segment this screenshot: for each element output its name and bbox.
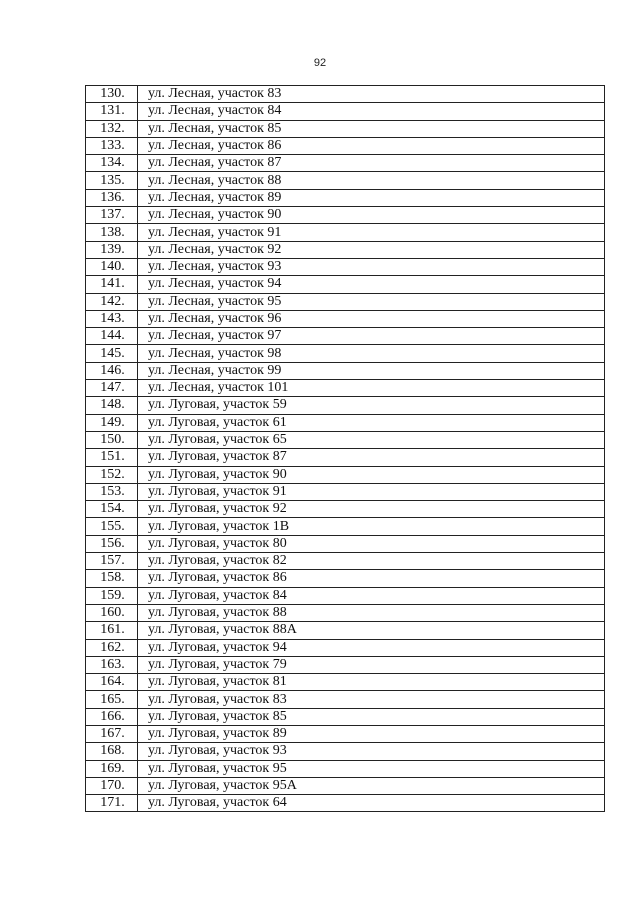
table-row <box>86 777 605 794</box>
table-row <box>86 431 605 448</box>
row-number-cell: 142. <box>86 293 138 310</box>
table-row <box>86 535 605 552</box>
address-cell: ул. Луговая, участок 87 <box>138 449 605 466</box>
address-cell: ул. Луговая, участок 64 <box>138 795 605 812</box>
row-number-cell: 167. <box>86 725 138 742</box>
address-cell: ул. Луговая, участок 89 <box>138 725 605 742</box>
table-row <box>86 691 605 708</box>
table-row <box>86 189 605 206</box>
table-row <box>86 293 605 310</box>
row-number-cell: 131. <box>86 103 138 120</box>
table-row <box>86 587 605 604</box>
table-row <box>86 604 605 621</box>
address-cell: ул. Лесная, участок 97 <box>138 328 605 345</box>
address-cell: ул. Луговая, участок 80 <box>138 535 605 552</box>
address-cell: ул. Луговая, участок 85 <box>138 708 605 725</box>
table-row <box>86 656 605 673</box>
table-row <box>86 466 605 483</box>
table-row <box>86 224 605 241</box>
table-row <box>86 137 605 154</box>
table-row <box>86 795 605 812</box>
address-cell: ул. Лесная, участок 101 <box>138 380 605 397</box>
row-number-cell: 132. <box>86 120 138 137</box>
address-table-container <box>85 85 605 812</box>
row-number-cell: 155. <box>86 518 138 535</box>
address-cell: ул. Луговая, участок 94 <box>138 639 605 656</box>
row-number-cell: 166. <box>86 708 138 725</box>
row-number-cell: 154. <box>86 501 138 518</box>
address-cell: ул. Лесная, участок 84 <box>138 103 605 120</box>
page-number: 92 <box>313 57 327 69</box>
table-row <box>86 397 605 414</box>
row-number-cell: 152. <box>86 466 138 483</box>
row-number-cell: 137. <box>86 207 138 224</box>
address-cell: ул. Лесная, участок 88 <box>138 172 605 189</box>
row-number-cell: 151. <box>86 449 138 466</box>
address-cell: ул. Лесная, участок 99 <box>138 362 605 379</box>
address-cell: ул. Луговая, участок 95А <box>138 777 605 794</box>
table-row <box>86 501 605 518</box>
row-number-cell: 136. <box>86 189 138 206</box>
table-row <box>86 276 605 293</box>
row-number-cell: 153. <box>86 483 138 500</box>
table-row <box>86 674 605 691</box>
table-row <box>86 258 605 275</box>
table-row <box>86 570 605 587</box>
address-cell: ул. Лесная, участок 92 <box>138 241 605 258</box>
table-row <box>86 760 605 777</box>
address-cell: ул. Луговая, участок 86 <box>138 570 605 587</box>
address-cell: ул. Лесная, участок 96 <box>138 310 605 327</box>
address-cell: ул. Луговая, участок 93 <box>138 743 605 760</box>
address-table-body <box>86 86 605 812</box>
row-number-cell: 161. <box>86 622 138 639</box>
row-number-cell: 157. <box>86 553 138 570</box>
table-row <box>86 708 605 725</box>
table-row <box>86 172 605 189</box>
row-number-cell: 141. <box>86 276 138 293</box>
row-number-cell: 134. <box>86 155 138 172</box>
address-cell: ул. Луговая, участок 90 <box>138 466 605 483</box>
address-cell: ул. Луговая, участок 88А <box>138 622 605 639</box>
address-cell: ул. Луговая, участок 92 <box>138 501 605 518</box>
row-number-cell: 156. <box>86 535 138 552</box>
table-row <box>86 483 605 500</box>
table-row <box>86 86 605 103</box>
address-cell: ул. Лесная, участок 90 <box>138 207 605 224</box>
row-number-cell: 165. <box>86 691 138 708</box>
address-cell: ул. Луговая, участок 59 <box>138 397 605 414</box>
row-number-cell: 146. <box>86 362 138 379</box>
address-table <box>85 85 605 812</box>
table-row <box>86 310 605 327</box>
address-cell: ул. Лесная, участок 87 <box>138 155 605 172</box>
row-number-cell: 144. <box>86 328 138 345</box>
row-number-cell: 158. <box>86 570 138 587</box>
address-cell: ул. Луговая, участок 79 <box>138 656 605 673</box>
address-cell: ул. Лесная, участок 89 <box>138 189 605 206</box>
row-number-cell: 160. <box>86 604 138 621</box>
table-row <box>86 414 605 431</box>
table-row <box>86 622 605 639</box>
row-number-cell: 170. <box>86 777 138 794</box>
row-number-cell: 171. <box>86 795 138 812</box>
table-row <box>86 553 605 570</box>
row-number-cell: 159. <box>86 587 138 604</box>
table-row <box>86 155 605 172</box>
address-cell: ул. Луговая, участок 95 <box>138 760 605 777</box>
row-number-cell: 168. <box>86 743 138 760</box>
address-cell: ул. Луговая, участок 83 <box>138 691 605 708</box>
table-row <box>86 328 605 345</box>
row-number-cell: 139. <box>86 241 138 258</box>
address-cell: ул. Лесная, участок 95 <box>138 293 605 310</box>
address-cell: ул. Лесная, участок 94 <box>138 276 605 293</box>
address-cell: ул. Луговая, участок 61 <box>138 414 605 431</box>
row-number-cell: 150. <box>86 431 138 448</box>
row-number-cell: 138. <box>86 224 138 241</box>
row-number-cell: 163. <box>86 656 138 673</box>
table-row <box>86 103 605 120</box>
address-cell: ул. Луговая, участок 81 <box>138 674 605 691</box>
row-number-cell: 164. <box>86 674 138 691</box>
row-number-cell: 162. <box>86 639 138 656</box>
row-number-cell: 149. <box>86 414 138 431</box>
address-cell: ул. Лесная, участок 85 <box>138 120 605 137</box>
row-number-cell: 147. <box>86 380 138 397</box>
address-cell: ул. Лесная, участок 93 <box>138 258 605 275</box>
row-number-cell: 148. <box>86 397 138 414</box>
table-row <box>86 743 605 760</box>
row-number-cell: 145. <box>86 345 138 362</box>
address-cell: ул. Луговая, участок 88 <box>138 604 605 621</box>
table-row <box>86 241 605 258</box>
row-number-cell: 135. <box>86 172 138 189</box>
address-cell: ул. Луговая, участок 65 <box>138 431 605 448</box>
address-cell: ул. Луговая, участок 91 <box>138 483 605 500</box>
address-cell: ул. Луговая, участок 82 <box>138 553 605 570</box>
table-row <box>86 362 605 379</box>
table-row <box>86 725 605 742</box>
row-number-cell: 169. <box>86 760 138 777</box>
table-row <box>86 380 605 397</box>
table-row <box>86 120 605 137</box>
address-cell: ул. Луговая, участок 84 <box>138 587 605 604</box>
table-row <box>86 449 605 466</box>
table-row <box>86 345 605 362</box>
row-number-cell: 133. <box>86 137 138 154</box>
address-cell: ул. Лесная, участок 98 <box>138 345 605 362</box>
address-cell: ул. Лесная, участок 83 <box>138 86 605 103</box>
table-row <box>86 207 605 224</box>
address-cell: ул. Луговая, участок 1В <box>138 518 605 535</box>
address-cell: ул. Лесная, участок 91 <box>138 224 605 241</box>
table-row <box>86 639 605 656</box>
address-cell: ул. Лесная, участок 86 <box>138 137 605 154</box>
row-number-cell: 140. <box>86 258 138 275</box>
row-number-cell: 143. <box>86 310 138 327</box>
row-number-cell: 130. <box>86 86 138 103</box>
table-row <box>86 518 605 535</box>
